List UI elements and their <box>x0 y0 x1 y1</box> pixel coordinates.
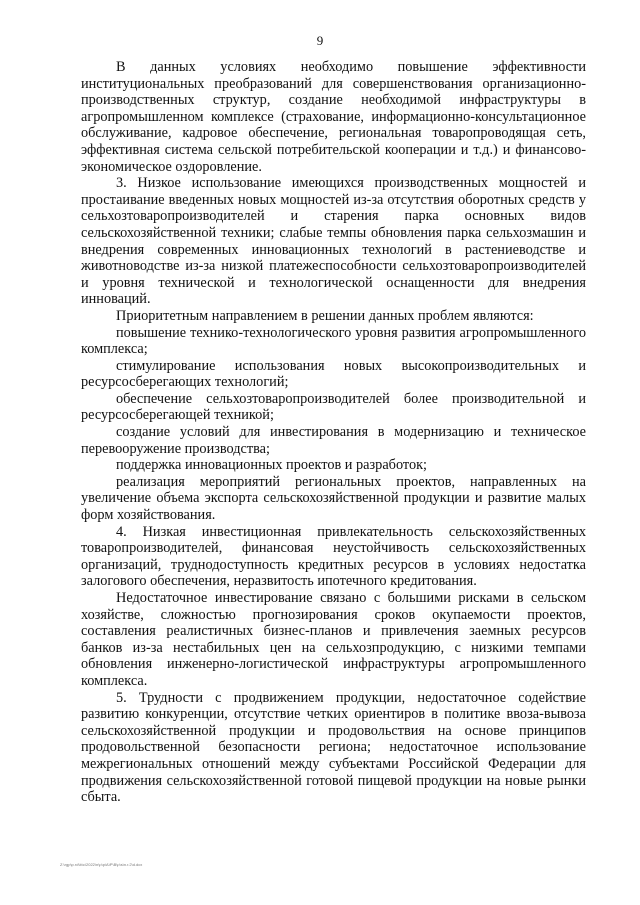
footer-file-path: Z:\rgp\p.rd\b\c\2022\n\p\p\A\P\B\p\s\n.r.2\d.dcx <box>60 862 143 867</box>
list-item: повышение технико-технологического уровня развития агропромышленного комплекса; <box>81 324 586 358</box>
document-body <box>81 59 586 806</box>
list-item: поддержка инновационных проектов и разработок; <box>116 457 428 474</box>
paragraph: В данных условиях необходимо повышение эффективности институциональных преобразований для совершенствования организационно-производственных структур, создание необходимой инфраструктуры в агропромышленном комплексе (страхование, информационно-консультационное обслуживание, кадровое обеспечение, региональная товаропроводящая сеть, эффективная система сельской потребительской кооперации и т.д.) и финансово-экономическое оздоровление. <box>81 59 586 175</box>
list-item: создание условий для инвестирования в модернизацию и техническое перевооружение производства; <box>81 424 586 457</box>
list-item: стимулирование использования новых высокопроизводительных и ресурсосберегающих технологий; <box>81 357 586 391</box>
paragraph: Приоритетным направлением в решении данных проблем являются: <box>116 307 534 324</box>
list-item: реализация мероприятий региональных проектов, направленных на увеличение объема экспорта сельскохозяйственной продукции и развитие малых форм хозяйствования. <box>81 473 586 524</box>
paragraph: Недостаточное инвестирование связано с большими рисками в сельском хозяйстве, сложностью прогнозирования сроков окупаемости проектов, составления реалистичных бизнес-планов и привлечения заемных ресурсов банков из-за нестабильных цен на сельхозпродукцию, с низкими темпами обновления инженерно-логистической инфраструктуры агропромышленного комплекса. <box>81 590 586 689</box>
list-item: обеспечение сельхозтоваропроизводителей более производительной и ресурсосберегающей техникой; <box>81 390 586 424</box>
paragraph: 3. Низкое использование имеющихся производственных мощностей и простаивание введенных новых мощностей из-за отсутствия оборотных средств у сельхозтоваропроизводителей и старения парка основных видов сельскохозяйственной техники; слабые темпы обновления парка сельхозмашин и внедрения современных инновационных технологий в растениеводстве и животноводстве из-за низкой платежеспособности сельхозтоваропроизводителей и уровня технической и технологической оснащенности для внедрения инноваций. <box>81 175 586 308</box>
paragraph: 4. Низкая инвестиционная привлекательность сельскохозяйственных товаропроизводителей, финансовая неустойчивость сельскохозяйственных организаций, труднодоступность кредитных ресурсов в условиях недостатка залогового обеспечения, неразвитость ипотечного кредитования. <box>81 523 586 590</box>
page-number: 9 <box>316 33 324 48</box>
paragraph: 5. Трудности с продвижением продукции, недостаточное содействие развитию конкуренции, отсутствие четких ориентиров в политике ввоза-вывоза сельскохозяйственной продукции и продовольствия на основе принципов продовольственной безопасности региона; недостаточное использование межрегиональных отношений между субъектами Российской Федерации для продвижения сельскохозяйственной готовой пищевой продукции на новые рынки сбыта. <box>81 689 586 806</box>
